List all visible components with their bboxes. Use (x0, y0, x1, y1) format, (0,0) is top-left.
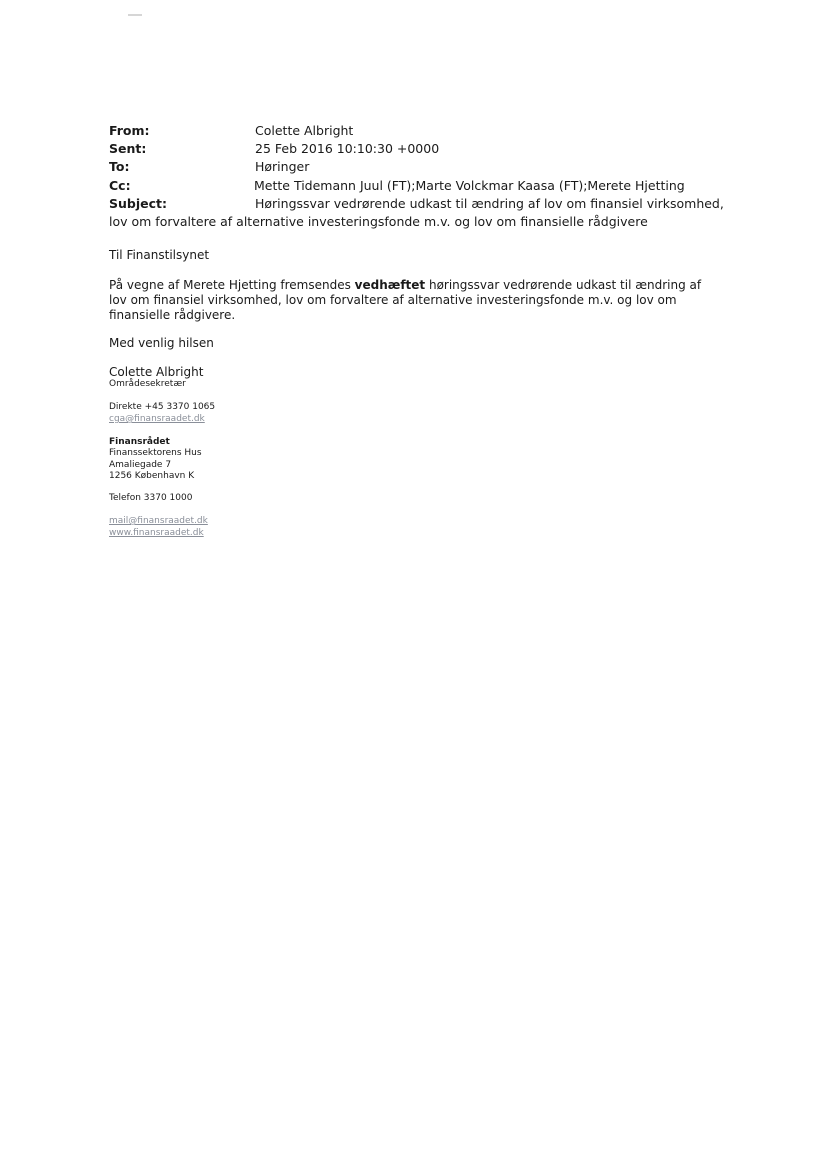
cc-value: Mette Tidemann Juul (FT);Marte Volckmar Kaasa (FT);Merete Hjetting (254, 178, 685, 193)
cc-label: Cc: (109, 178, 131, 193)
closing: Med venlig hilsen (109, 336, 214, 350)
to-value: Høringer (255, 159, 310, 174)
org-name: Finansrådet (109, 437, 170, 447)
body-text-part2: høringssvar vedrørende udkast til ændring af lov om finansiel virksomhed, lov om forvaltere af alternative investeringsfonde m.v. og lov om finansielle rådgivere. (109, 278, 702, 322)
direct-phone: Direkte +45 3370 1065 (109, 402, 216, 412)
to-label: To: (109, 159, 130, 174)
body-text-part1: På vegne af Merete Hjetting fremsendes (109, 278, 355, 292)
org-street: Amaliegade 7 (109, 460, 172, 470)
email-link[interactable]: cga@finansraadet.dk (109, 414, 205, 424)
subject-value: Høringssvar vedrørende udkast til ændring af lov om finansiel virksomhed, (255, 196, 724, 211)
sent-value: 25 Feb 2016 10:10:30 +0000 (255, 141, 440, 156)
scan-mark (128, 14, 142, 16)
web-link[interactable]: www.finansraadet.dk (109, 528, 204, 538)
subject-label: Subject: (109, 196, 167, 211)
sent-label: Sent: (109, 141, 147, 156)
from-label: From: (109, 123, 150, 138)
mail-link[interactable]: mail@finansraadet.dk (109, 516, 208, 526)
subject-value-continued: lov om forvaltere af alternative investeringsfonde m.v. og lov om finansielle rådgivere (109, 214, 648, 229)
signature-name: Colette Albright (109, 365, 204, 379)
body-paragraph (109, 278, 709, 323)
from-value: Colette Albright (255, 123, 354, 138)
signature-title: Områdesekretær (109, 379, 186, 389)
greeting: Til Finanstilsynet (109, 248, 210, 262)
org-phone: Telefon 3370 1000 (109, 493, 193, 503)
org-building: Finanssektorens Hus (109, 448, 202, 458)
body-text-bold: vedhæftet (354, 278, 426, 292)
org-city: 1256 København K (109, 471, 195, 481)
